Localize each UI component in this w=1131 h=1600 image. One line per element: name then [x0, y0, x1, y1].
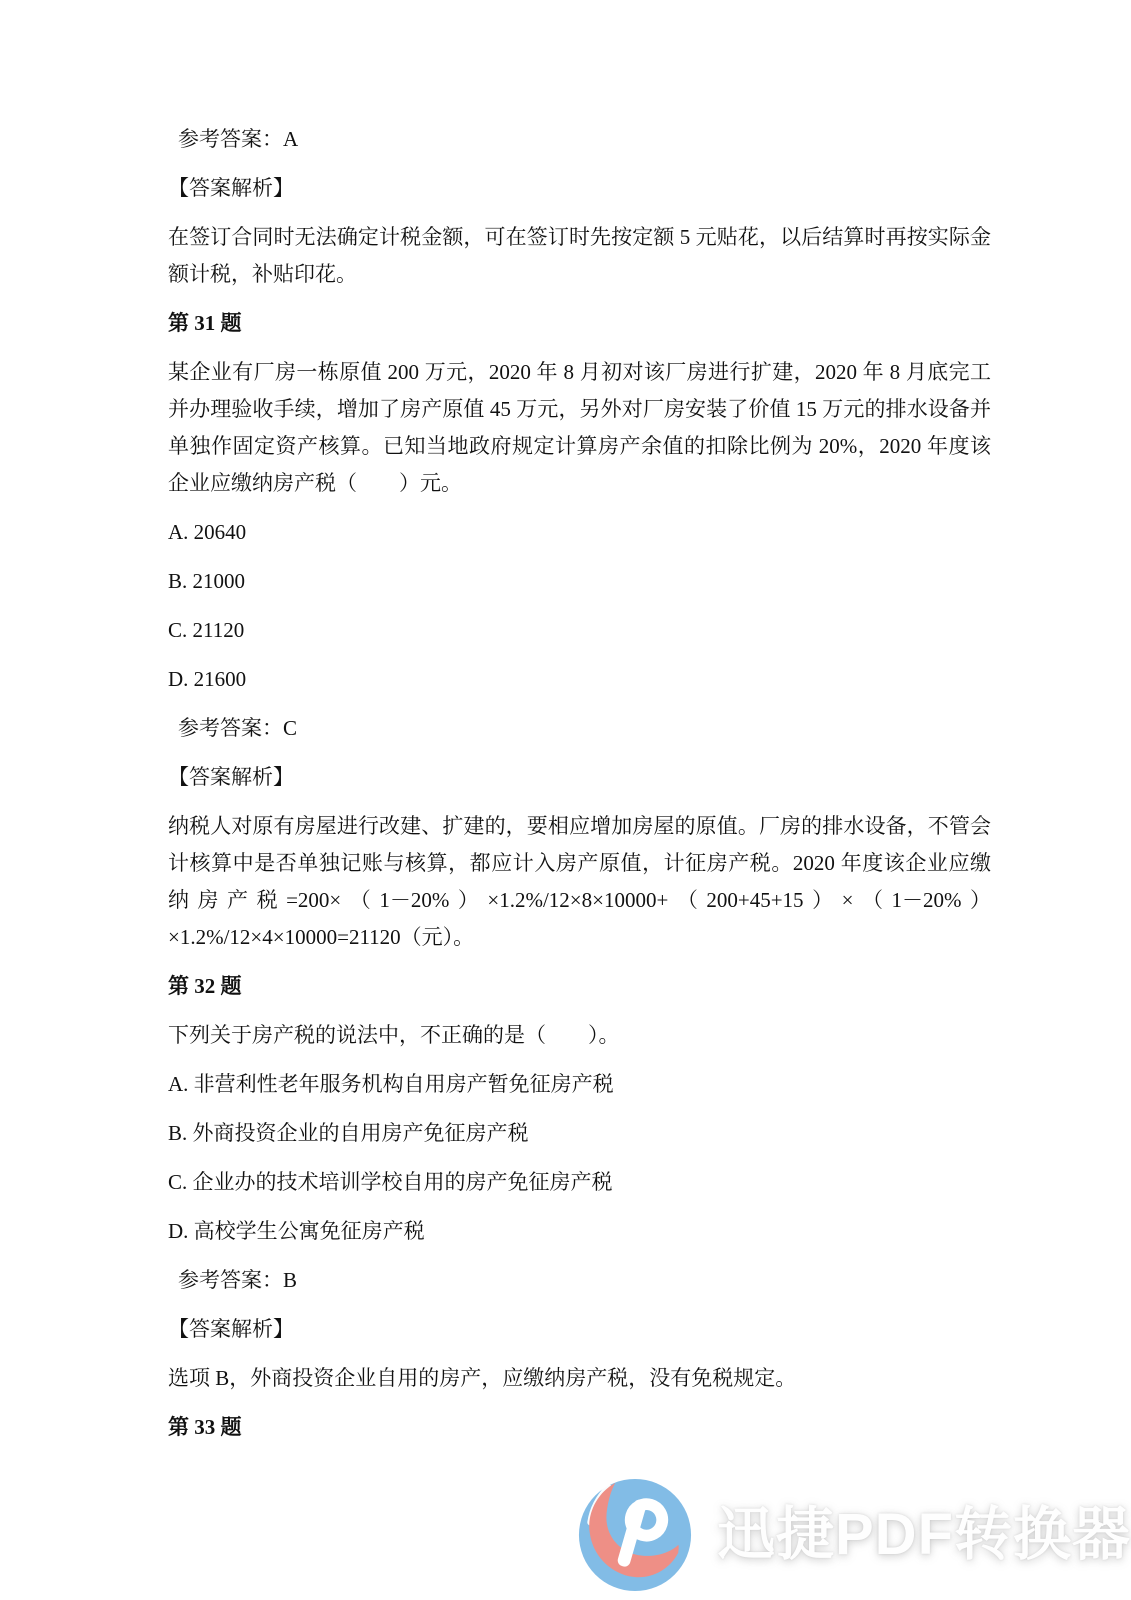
- reference-answer: 参考答案：B: [178, 1268, 298, 1292]
- question-32-option-c: C. 企业办的技术培训学校自用的房产免征房产税: [168, 1170, 613, 1194]
- analysis-paragraph: 纳税人对原有房屋进行改建、扩建的，要相应增加房屋的原值。厂房的排水设备，不管会计核算中是否单独记账与核算，都应计入房产原值，计征房产税。2020 年度该企业应缴纳房产税=200×（1－20%）×1.2%/12×8×10000+（200+45+15）×（1－20%）×1.2%/12×4×10000=21120（元）。: [168, 814, 991, 949]
- reference-answer: 参考答案：A: [178, 127, 299, 151]
- question-32-heading: 第 32 题: [168, 974, 242, 998]
- watermark-text: 迅捷PDF转换器: [717, 1502, 1131, 1567]
- question-33-heading: 第 33 题: [168, 1415, 242, 1439]
- document-content: [168, 121, 991, 1458]
- pdf-converter-logo-icon: [576, 1476, 694, 1594]
- analysis-header: 【答案解析】: [168, 1317, 294, 1341]
- question-31-heading: 第 31 题: [168, 311, 242, 335]
- question-31-option-b: B. 21000: [168, 569, 246, 593]
- question-32-option-a: A. 非营利性老年服务机构自用房产暂免征房产税: [168, 1072, 614, 1096]
- question-31-option-c: C. 21120: [168, 618, 245, 642]
- question-32-option-d: D. 高校学生公寓免征房产税: [168, 1219, 425, 1243]
- question-31-option-d: D. 21600: [168, 667, 247, 691]
- analysis-header: 【答案解析】: [168, 176, 294, 200]
- reference-answer: 参考答案：C: [178, 716, 298, 740]
- analysis-paragraph: 选项 B，外商投资企业自用的房产，应缴纳房产税，没有免税规定。: [168, 1366, 797, 1390]
- question-32-option-b: B. 外商投资企业的自用房产免征房产税: [168, 1121, 529, 1145]
- question-32-stem: 下列关于房产税的说法中，不正确的是（ ）。: [168, 1023, 620, 1047]
- question-31-option-a: A. 20640: [168, 520, 247, 544]
- watermark: [576, 1476, 1131, 1594]
- analysis-header: 【答案解析】: [168, 765, 294, 789]
- question-31-stem: 某企业有厂房一栋原值 200 万元，2020 年 8 月初对该厂房进行扩建，2020 年 8 月底完工并办理验收手续，增加了房产原值 45 万元，另外对厂房安装了价值 15 万元的排水设备并单独作固定资产核算。已知当地政府规定计算房产余值的扣除比例为 20%，2020 年度该企业应缴纳房产税（ ）元。: [168, 360, 991, 495]
- analysis-paragraph: 在签订合同时无法确定计税金额，可在签订时先按定额 5 元贴花，以后结算时再按实际金额计税，补贴印花。: [168, 225, 991, 286]
